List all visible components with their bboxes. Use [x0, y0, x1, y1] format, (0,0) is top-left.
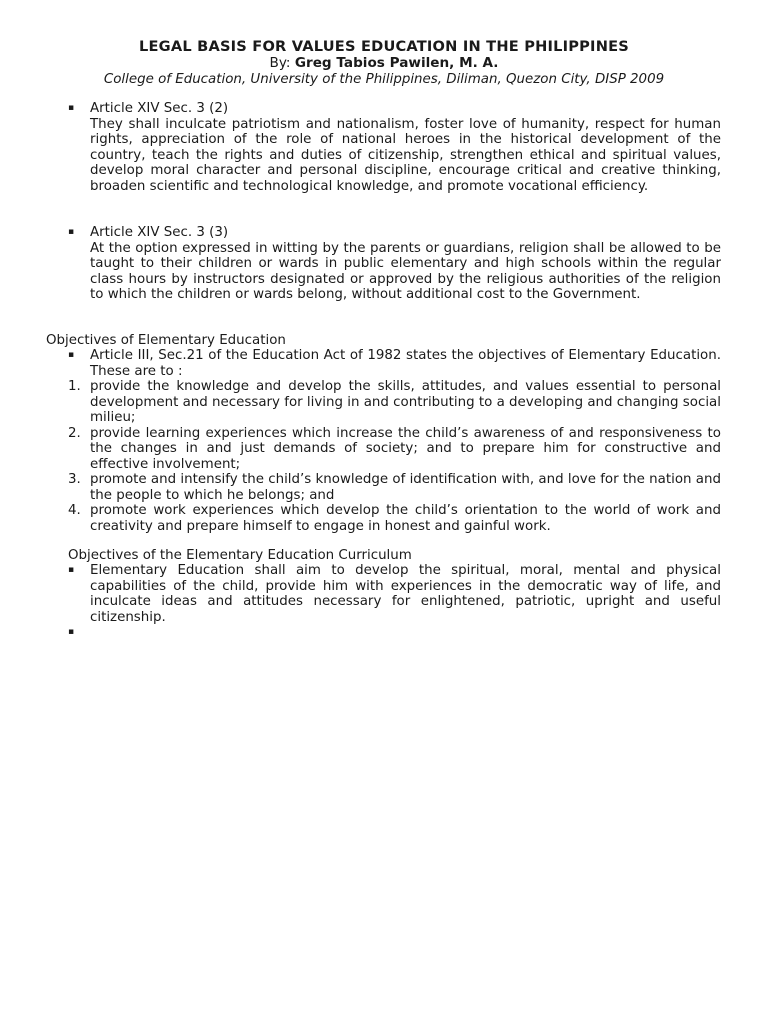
bullet-icon: ▪ — [68, 350, 75, 360]
article-xiv-sec3-3 — [68, 225, 730, 303]
item-text: promote work experiences which develop the child’s orientation to the world of work and creativity and prepare himself to engage in honest and gainful work. — [90, 503, 721, 534]
bullet-icon: ▪ — [68, 565, 75, 575]
author-name: Greg Tabios Pawilen, M. A. — [294, 55, 499, 71]
bullet-icon: ▪ — [68, 227, 75, 237]
section-body: At the option expressed in witting by the parents or guardians, religion shall be allowed to be taught to their children or wards in public elementary and high schools within the regular class hours by instructors designated or approved by the religious authorities of the religion to which the children or wards belong, without additional cost to the Government. — [90, 240, 721, 302]
section-heading: Article XIV Sec. 3 (3) — [90, 225, 229, 240]
bullet-icon: ▪ — [68, 627, 75, 637]
item-text: provide learning experiences which increase the child’s awareness of and responsiveness to the changes in and just demands of society; and to prepare him for constructive and effective involvement; — [90, 425, 721, 472]
objectives-elementary-heading: Objectives of Elementary Education — [46, 333, 286, 348]
item-number: 4. — [68, 503, 81, 518]
byline — [0, 55, 768, 72]
numbered-item-3 — [68, 472, 730, 503]
item-text: promote and intensify the child’s knowledge of identification with, and love for the nation and the people to which he belongs; and — [90, 472, 721, 503]
objectives-curriculum-list — [68, 563, 730, 641]
numbered-item-4 — [68, 503, 730, 534]
list-intro: Article III, Sec.21 of the Education Act of 1982 states the objectives of Elementary Education. These are to : — [90, 348, 721, 379]
empty-list-item — [68, 625, 730, 641]
section-body: They shall inculcate patriotism and nationalism, foster love of humanity, respect for human rights, appreciation of the role of national heroes in the historical development of the country, teach the rights and duties of citizenship, strengthen ethical and spiritual values, develop moral character and personal discipline, encourage critical and creative thinking, broaden scientific and technological knowledge, and promote vocational efficiency. — [90, 116, 721, 194]
item-text: Elementary Education shall aim to develop the spiritual, moral, mental and physical capabilities of the child, provide him with experiences in the democratic way of life, and inculcate ideas and attitudes necessary for enlightened, patriotic, upright and useful citizenship. — [90, 563, 721, 625]
article-xiv-sec3-2 — [68, 101, 730, 194]
bullet-icon: ▪ — [68, 103, 75, 113]
section-heading-line — [68, 101, 730, 117]
item-number: 2. — [68, 425, 81, 441]
item-text: provide the knowledge and develop the skills, attitudes, and values essential to personal development and necessary for living in and contributing to a developing and changing social milieu; — [90, 379, 721, 425]
numbered-item-1 — [68, 379, 730, 426]
objectives-curriculum-heading: Objectives of the Elementary Education Curriculum — [68, 548, 412, 563]
item-number: 3. — [68, 472, 81, 487]
section-heading-line — [68, 225, 730, 241]
document-title: LEGAL BASIS FOR VALUES EDUCATION IN THE PHILIPPINES — [139, 38, 629, 55]
item-number: 1. — [68, 379, 81, 394]
numbered-item-2 — [68, 425, 730, 473]
affiliation: College of Education, University of the Philippines, Diliman, Quezon City, DISP 2009 — [103, 72, 665, 87]
list-item — [68, 348, 730, 379]
objectives-elementary-list — [68, 348, 730, 534]
list-item — [68, 563, 730, 625]
section-heading: Article XIV Sec. 3 (2) — [90, 101, 229, 116]
by-prefix: By: — [269, 55, 295, 71]
